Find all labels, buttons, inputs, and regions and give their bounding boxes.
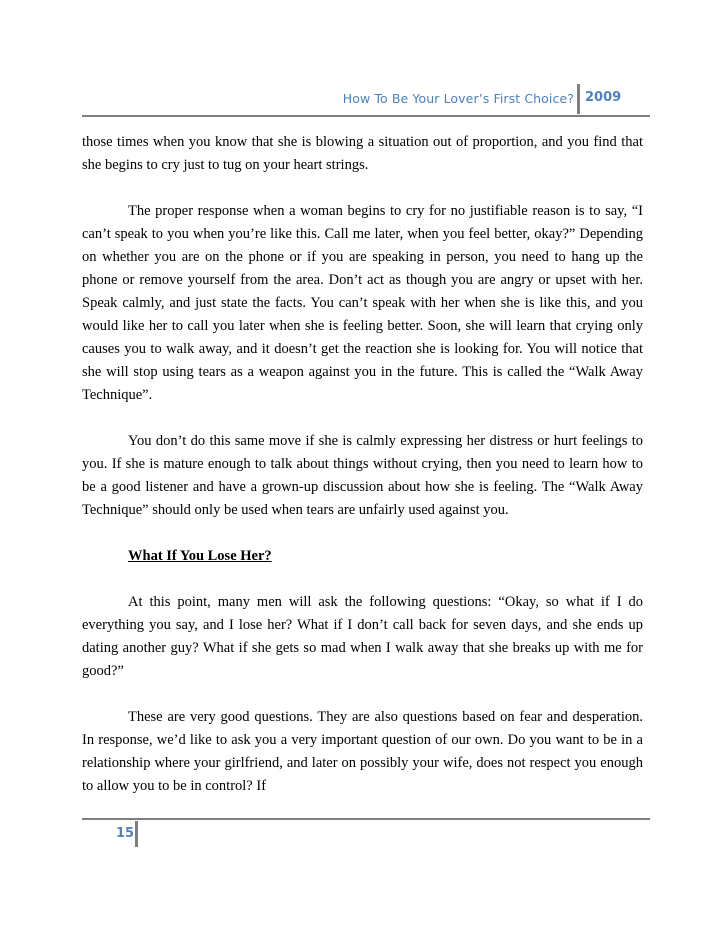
- paragraph: At this point, many men will ask the following questions: “Okay, so what if I do everything you say, and I lose her? What if I don’t call back for seven days, and she ends up dating another guy? What if she gets so mad when I walk away that she breaks up with me for good?”: [82, 594, 643, 679]
- paragraph: The proper response when a woman begins to cry for no justifiable reason is to say, “I can’t speak to you when you’re like this. Call me later, when you feel better, okay?” Depending on whether you are on the phone or if you are speaking in person, you need to hang up the phone or remove yourself from the area. Don’t act as though you are angry or upset with her. Speak calmly, and just state the facts. You can’t speak with her when she is like this, and you would like her to call you later when she is feeling better. Soon, she will learn that crying only causes you to walk away, and it doesn’t get the reaction she is looking for. You will notice that she will stop using tears as a weapon against you in the future. This is called the “Walk Away Technique”.: [82, 203, 643, 403]
- footer-divider: [135, 821, 138, 847]
- running-header-year: 2009: [585, 90, 622, 105]
- body-text: [82, 131, 643, 821]
- paragraph: These are very good questions. They are also questions based on fear and desperation. In response, we’d like to ask you a very important question of our own. Do you want to be in a relationship where your girlfriend, and later on possibly your wife, does not respect you enough to allow you to be in control? If: [82, 709, 643, 794]
- running-header-title: How To Be Your Lover’s First Choice?: [342, 91, 574, 106]
- paragraph: those times when you know that she is blowing a situation out of proportion, and you find that she begins to cry just to tug on your heart strings.: [82, 134, 643, 173]
- page-number: 15: [116, 826, 135, 841]
- footer-rule: [82, 818, 650, 820]
- paragraph: You don’t do this same move if she is calmly expressing her distress or hurt feelings to you. If she is mature enough to talk about things without crying, then you need to learn how to be a good listener and have a grown-up discussion about how she is feeling. The “Walk Away Technique” should only be used when tears are unfairly used against you.: [82, 433, 643, 518]
- header-divider: [577, 84, 580, 114]
- section-heading: What If You Lose Her?: [128, 548, 272, 564]
- header-rule: [82, 115, 650, 117]
